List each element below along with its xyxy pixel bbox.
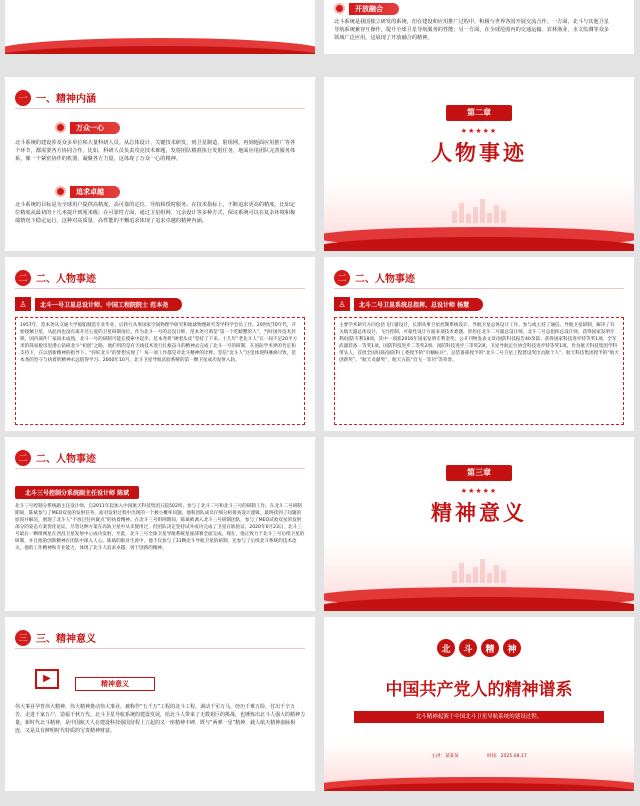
stars-deco: ★★★★★ bbox=[460, 487, 498, 495]
slide-0-right bbox=[324, 0, 634, 54]
slide-1-left bbox=[5, 77, 315, 251]
slide-3-left bbox=[5, 437, 315, 611]
chapter-label: 第二章 bbox=[446, 105, 512, 121]
section-header: 二 二、人物事迹 bbox=[15, 267, 305, 289]
person-tag: 北斗三号控制分系统副主任设计师 陈斌 bbox=[15, 485, 139, 499]
chapter-title: 精神意义 bbox=[431, 501, 527, 525]
pill-wanzhong: 万众一心 bbox=[55, 121, 120, 134]
banner-char: 精 bbox=[481, 639, 499, 657]
person-text: 主要学术研究方向包括飞行器设计，长期从事卫星控制系统设计、导航卫星总体设计工作。参与或主持了通信、导航卫星研制，解决了有关航天器总体设计、飞行控制、可靠性设计方面多项技术难题。曾担任北斗二号副总设计师，北斗二号总指挥总设计师，获得国家发明专利/国防专利18项，其中一项获2016年国家发明专利金奖；公开刊物发表文章/国防科技报告40余篇；获得国家科技进步特等奖1项、全军武器装备一等奖1项、国防科技进步二等奖2项、国防科技进步三等奖2项，卫星导航定位协会科技进步特等奖1项。作为航天科技集团学科带头人，首批全国妇联/国防科工委授予的“巾帼标兵”，总装备部授予的“北斗二号卫星工程建设突出贡献个人”，航天科技集团授予的“航天创新奖”、“航天贡献奖”，航天五院“首飞一等功”等荣誉。 bbox=[339, 323, 619, 363]
chapter-title: 人物事迹 bbox=[431, 141, 527, 165]
section-header: 三 三、精神意义 bbox=[15, 627, 305, 649]
pill-zhuiqiu: 追求卓越 bbox=[55, 185, 120, 198]
header-badge: 二 bbox=[15, 270, 31, 286]
date-label: 时间：2025.08.17 bbox=[486, 754, 527, 759]
meaning-tag: 精神意义 bbox=[75, 677, 155, 691]
header-badge: 二 bbox=[15, 450, 31, 466]
lecture-icon: ▶ bbox=[35, 669, 59, 689]
person-text: 1957年，范本尧从交通大学船舶制造专业毕业，后转行从事国家空间物理学研究和地球物理研究等学科学会员工作。20世纪70年代，开始接触卫星，从此再也没有离开过心爱的卫星研制岗位。作为北斗一号的总设计师，范本尧可谓是“第一个吃螃蟹的人”，当时国外技术封锁，国内部件厂家尚未成熟，北斗一号的研制可能在摸索中起步。范本尧将“硬着头皮”坚持了下来。十几年“老北斗人”在一间不足20平方米的简易板房里潜心钻研北斗“初创”之路，他们用的是有天线技术进行扎根奋斗的精神去完成了北斗一号的研制，在国际学术界的肯定和支持下，在以创新精神的指导下，“你好北斗”的梦想实现了！每一项工作都是对北斗精神的诠释。坚信“北斗人”这里体现得淋漓尽致，范本尧的坚守与执着的精神永远值得学习。2000年10月，北斗卫星导航试验系统的第一颗卫星成功发射入轨。 bbox=[20, 323, 298, 363]
person-text: 北斗三号控制分系统副主任设计师，自2011年起加入中国航天科技集团五院502所。参与了北斗二号和北斗三号的研制工作。在北斗二号研制期间，陈斌参与了MEO双星的发射任务，面对发射过程中出现的一个极小概率问题，他和团队成员仔细分析排查设计逻辑，最终找到了问题的原因并解决，展现了北斗人“不放过任何疑点”的执着精神。在北斗三号组网期间，陈斌被调入北斗三号研制团队，参与了MEO试验双星的发射部分的姿态方案优化论证，尽管这种方案在高轨卫星中从未使用过，但团队决定坚持试并成功完成了卫星在轨验证。2020年6月23日，北斗三号最后一颗组网星在西昌卫星发射中心成功发射，至此，北斗三号全球卫星导航系统星座部署全面完成。现在，他正致力于北斗三号后续卫星的研制，并且他的创新精神在团队中深入人心。陈斌的职业生涯中，他不仅参与了31颗北斗导航卫星的研制，还参与了后续北斗系统的技术攻关，他的工作精神和专业能力，体现了北斗人追求卓越，勇于创新的精神。 bbox=[15, 504, 305, 551]
slide-2-right bbox=[324, 257, 634, 431]
banner-char: 斗 bbox=[459, 639, 477, 657]
closing-title: 中国共产党人的精神谱系 bbox=[385, 680, 573, 700]
slide-4-left bbox=[5, 617, 315, 791]
bullet-text: 北斗系统是我国独立研发的系统，但在建设和应用推广过程中，积极与世界各国开展交流合作。一方面，北斗与其他卫星导航系统兼容互操作，提升全球卫星导航服务的性能；另一方面，在全球范围内的交通运输、农林渔业、水文监测等众多领域广泛应用，这展现了开放融合的精神。 bbox=[334, 19, 609, 41]
header-badge: 二 bbox=[334, 270, 350, 286]
slide-1-right bbox=[324, 77, 634, 251]
section-header: 二 二、人物事迹 bbox=[15, 447, 305, 469]
closing-meta bbox=[324, 753, 634, 759]
text-zhuiqiu: 北斗系统的目标是为全球用户提供高精度、高可靠的定位、导航和授时服务。在技术指标上，不断追求更高的精度。比如定位精度从最初的十几米提升到厘米级；在可靠性方面，通过卫星组网、冗余设计等多种方式，保证系统可以在复杂环境和极端情况下稳定运行，这种对高质量、高性能的不懈追求体现了追求卓越的精神内涵。 bbox=[15, 202, 296, 224]
person-icon: ♙ bbox=[334, 297, 350, 311]
stars-deco: ★★★★★ bbox=[460, 127, 498, 135]
banner-char: 神 bbox=[503, 639, 521, 657]
meaning-text: 伟大事业孕育伟大精神，伟大精神推动伟大事业。被称作“五千万”工程的北斗工程，调动千军万马，经历千难万险，付出千辛万苦，走进千家万户，造福千秋万代。北斗卫星导航系统的建设发展，给北斗人带来了无数艰巨的挑战，也锤炼出北斗人强大的精神力量。新时代北斗精神，是中国航天人在建设科技强国征程上立起的又一座精神丰碑，既与“两弹一星”精神、载人航天精神血脉相连，又是具有鲜明时代特质的宝贵精神财富。 bbox=[15, 704, 306, 734]
slide-4-right bbox=[324, 617, 634, 791]
slide-0-left bbox=[5, 0, 315, 54]
section-pill: 开放融合 bbox=[334, 2, 399, 15]
section-header: 二 二、人物事迹 bbox=[334, 267, 624, 289]
person-tag: ♙ 北斗二号卫星系统总指挥、总设计师 杨慧 bbox=[334, 297, 483, 311]
closing-subtitle: 北斗精神起源于中国北斗卫星导航系统的建设过程。 bbox=[354, 711, 604, 723]
text-wanzhong: 北斗系统的建设涉及众多单位和大量科研人员。从总体设计、关键技术研发，到卫星制造、射组网，再到地面应用推广等各个环节，都需要各方协同合作。比如，科研人员负责攻克技术难题，发射团队精准执行发射任务，地面应用团队完善服务体系，像一个紧密协作的机器，凝聚各方力量，这体现了万众一心的精神。 bbox=[15, 140, 296, 162]
banner-chars bbox=[324, 639, 634, 657]
person-icon: ♙ bbox=[15, 297, 31, 311]
header-badge: 一 bbox=[15, 90, 31, 106]
header-badge: 三 bbox=[15, 630, 31, 646]
section-header: 一 一、精神内涵 bbox=[15, 87, 305, 109]
person-tag: ♙ 北斗一号卫星总设计师、中国工程院院士 范本尧 bbox=[15, 297, 182, 311]
banner-char: 北 bbox=[437, 639, 455, 657]
author-label: 主讲：某某某 bbox=[431, 754, 459, 759]
chapter-label: 第三章 bbox=[446, 465, 512, 481]
slide-3-right bbox=[324, 437, 634, 611]
slide-2-left bbox=[5, 257, 315, 431]
